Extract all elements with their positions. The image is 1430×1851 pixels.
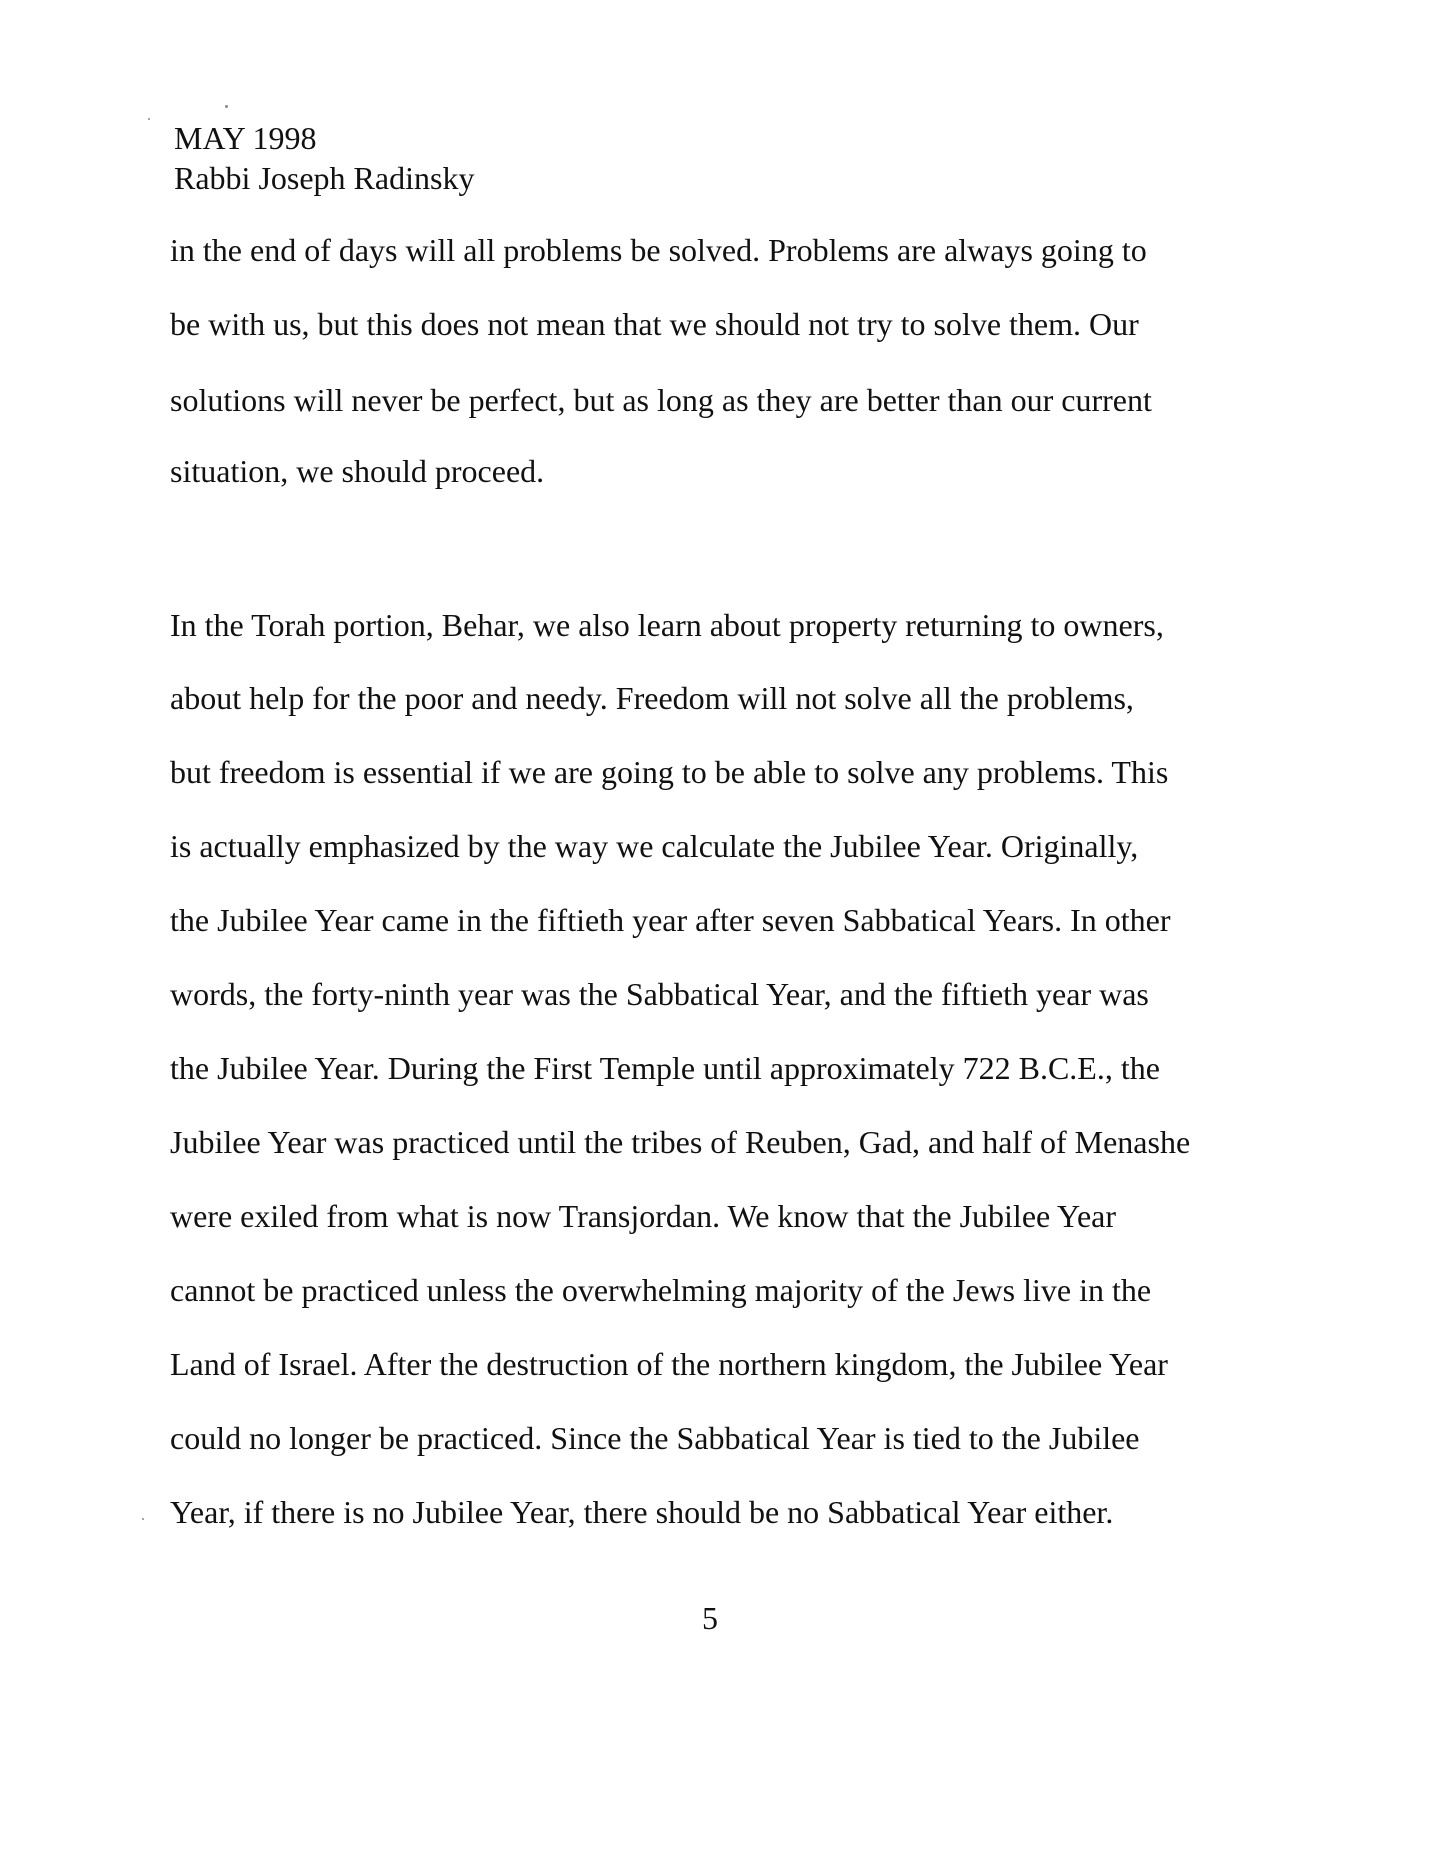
text-line: the Jubilee Year. During the First Temple until approximately 722 B.C.E., the [170,1050,1160,1086]
text-line: words, the forty-ninth year was the Sabbatical Year, and the fiftieth year was [170,976,1149,1012]
header-date: MAY 1998 [174,120,317,156]
header-author: Rabbi Joseph Radinsky [174,160,475,196]
text-line: could no longer be practiced. Since the Sabbatical Year is tied to the Jubilee [170,1420,1140,1456]
scan-speck [142,1518,144,1520]
text-line: about help for the poor and needy. Freedom will not solve all the problems, [170,680,1134,716]
text-line: Year, if there is no Jubilee Year, there should be no Sabbatical Year either. [170,1494,1114,1530]
text-line: Land of Israel. After the destruction of the northern kingdom, the Jubilee Year [170,1346,1168,1382]
scan-speck [225,105,228,108]
page-number: 5 [702,1600,718,1636]
text-line: but freedom is essential if we are going to be able to solve any problems. This [170,754,1169,790]
scan-speck [148,118,150,120]
text-line: is actually emphasized by the way we calculate the Jubilee Year. Originally, [170,828,1139,864]
text-line: solutions will never be perfect, but as long as they are better than our current [170,382,1152,418]
text-line: situation, we should proceed. [170,453,545,489]
text-line: in the end of days will all problems be solved. Problems are always going to [170,232,1147,268]
document-header [174,118,474,198]
text-line: cannot be practiced unless the overwhelming majority of the Jews live in the [170,1272,1152,1308]
text-line: the Jubilee Year came in the fiftieth year after seven Sabbatical Years. In other [170,902,1171,938]
text-line: Jubilee Year was practiced until the tribes of Reuben, Gad, and half of Menashe [170,1124,1191,1160]
text-line: In the Torah portion, Behar, we also learn about property returning to owners, [170,607,1164,643]
text-line: be with us, but this does not mean that we should not try to solve them. Our [170,306,1139,342]
text-line: were exiled from what is now Transjordan. We know that the Jubilee Year [170,1198,1116,1234]
